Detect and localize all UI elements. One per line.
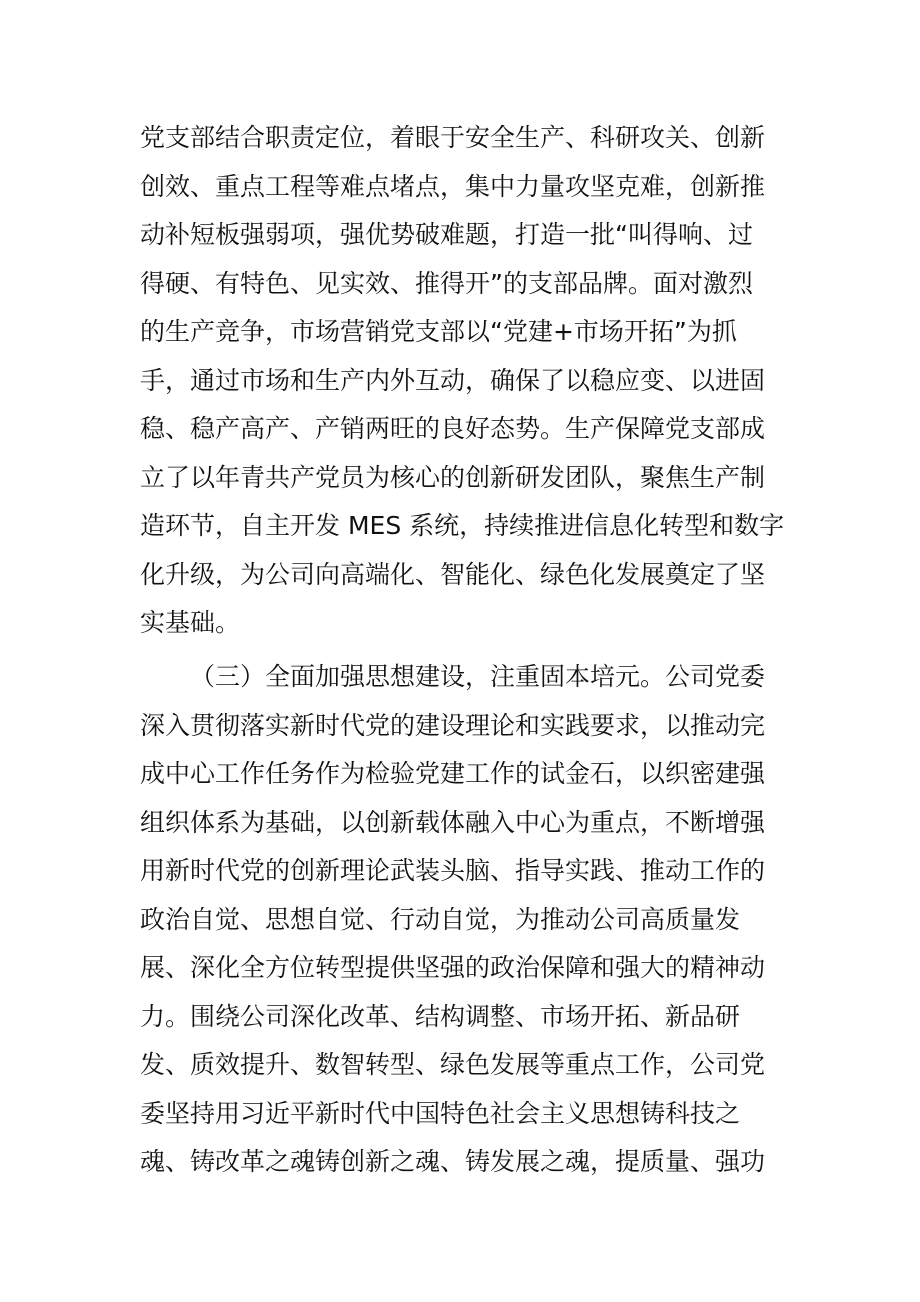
text-line: 力。围绕公司深化改革、结构调整、市场开拓、新品研 [140,1001,741,1031]
text-line: 造环节，自主开发 MES 系统，持续推进信息化转型和数字 [140,511,785,540]
text-line: 的生产竞争，市场营销党支部以“党建+市场开拓”为抓 [140,317,737,346]
text-line: 发、质效提升、数智转型、绿色发展等重点工作，公司党 [140,1050,766,1079]
text-line: 党支部结合职责定位，着眼于安全生产、科研攻关、创新 [140,123,766,152]
text-line: 用新时代党的创新理论武装头脑、指导实践、推动工作的 [140,856,766,885]
text-line: 魂、铸改革之魂铸创新之魂、铸发展之魂，提质量、强功 [140,1147,766,1176]
text-line: 动补短板强弱项，强优势破难题，打造一批“叫得响、过 [140,220,753,249]
text-line: 深入贯彻落实新时代党的建设理论和实践要求，以推动完 [140,710,766,740]
text-line: 展、深化全方位转型提供坚强的政治保障和强大的精神动 [140,953,766,982]
text-line: 政治自觉、思想自觉、行动自觉，为推动公司高质量发 [140,904,741,934]
text-line: 得硬、有特色、见实效、推得开”的支部品牌。面对激烈 [140,268,753,298]
text-line: 组织体系为基础，以创新载体融入中心为重点，不断增强 [140,807,766,837]
paragraph-2 [140,653,780,1187]
text-line-indented: （三）全面加强思想建设，注重固本培元。公司党委 [190,662,766,691]
text-line: 立了以年青共产党员为核心的创新研发团队，聚焦生产制 [140,462,766,492]
text-line: 化升级，为公司向高端化、智能化、绿色化发展奠定了坚 [140,559,766,589]
text-line: 创效、重点工程等难点堵点，集中力量攻坚克难，创新推 [140,171,766,201]
text-line: 实基础。 [140,608,241,637]
text-line: 稳、稳产高产、产销两旺的良好态势。生产保障党支部成 [140,414,766,443]
text-line: 委坚持用习近平新时代中国特色社会主义思想铸科技之 [140,1098,741,1128]
paragraph-1 [140,114,785,648]
text-line: 手，通过市场和生产内外互动，确保了以稳应变、以进固 [140,365,766,395]
text-line: 成中心工作任务作为检验党建工作的试金石，以织密建强 [140,759,766,788]
